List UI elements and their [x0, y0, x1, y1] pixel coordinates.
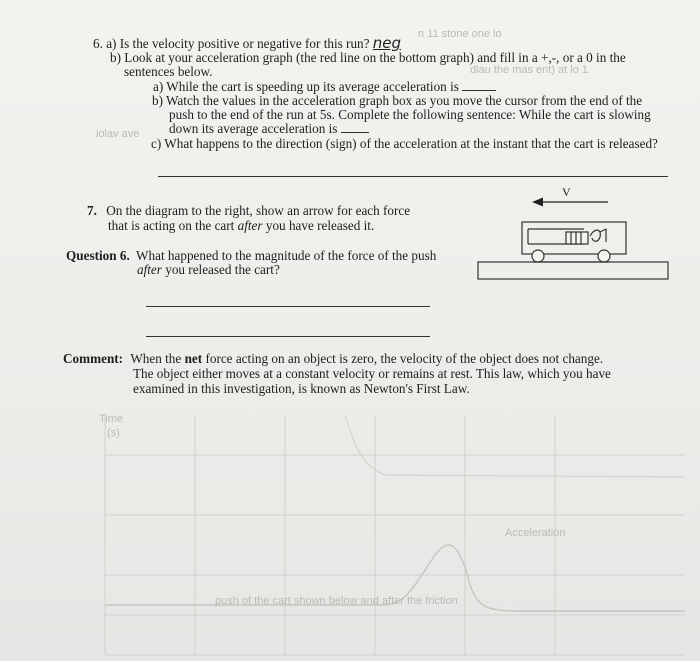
- q6-b-line1: b) Look at your acceleration graph (the red line on the bottom graph) and fill in a +,-, or a 0 in the: [110, 50, 626, 65]
- question6-line2-em: after: [137, 262, 162, 277]
- velocity-label: V: [562, 185, 571, 199]
- question6-text: What happened to the magnitude of the force of the push: [136, 248, 437, 263]
- q6-b-line2: sentences below.: [124, 64, 213, 79]
- q6-a-handwritten-answer: neg: [372, 34, 402, 52]
- q6-sub-a: [153, 79, 496, 94]
- q6-sub-b-line3-text: down its average acceleration is: [169, 121, 338, 136]
- track: [478, 262, 668, 279]
- question6-answer-line-1[interactable]: [146, 306, 430, 307]
- question6-line2: [137, 262, 280, 277]
- comment-line1: [63, 351, 603, 366]
- q6-sub-c: c) What happens to the direction (sign) of the acceleration at the instant that the cart is released?: [151, 136, 658, 151]
- q6-a-question: 6. a) Is the velocity positive or negative for this run?: [93, 36, 370, 51]
- question6-line2-post: you released the cart?: [161, 262, 280, 277]
- bleed-through-text: iolav ave: [96, 128, 140, 140]
- q6-sub-b-line2: push to the end of the run at 5s. Complete the following sentence: While the cart is slowing: [169, 107, 651, 122]
- q6-a-line: [93, 36, 401, 51]
- q7-line1-text: On the diagram to the right, show an arrow for each force: [106, 203, 411, 218]
- q7-line1: [87, 203, 410, 218]
- bleed-through-text: n 11 stone one lo: [418, 28, 502, 40]
- q6-sub-b-line1: b) Watch the values in the acceleration graph box as you move the cursor from the end of the: [152, 93, 643, 108]
- graph-ghost-label: Time: [99, 413, 124, 425]
- graph-ghost-label: Acceleration: [505, 527, 566, 539]
- cart: [522, 222, 626, 262]
- comment-line3: examined in this investigation, is known as Newton's First Law.: [133, 381, 470, 396]
- q7-number: 7.: [87, 203, 97, 218]
- bleed-through-text: dlau the mas ent) at lo 1: [470, 64, 589, 76]
- q6-sub-a-text: a) While the cart is speeding up its average acceleration is: [153, 79, 459, 94]
- bleed-through-graph-svg: [85, 405, 700, 661]
- question6-line1: [66, 248, 436, 263]
- comment-line1-pre: When the: [130, 351, 185, 366]
- q6-sub-a-blank[interactable]: [462, 79, 496, 91]
- question6-label: Question 6.: [66, 248, 130, 263]
- cart-diagram-svg: [476, 176, 672, 286]
- comment-line1-em: net: [184, 351, 203, 366]
- comment-line2: The object either moves at a constant velocity or remains at rest. This law, which you have: [133, 366, 611, 381]
- q7-line2-post: you have released it.: [262, 218, 375, 233]
- question6-answer-line-2[interactable]: [146, 336, 430, 337]
- comment-line1-post: force acting on an object is zero, the velocity of the object does not change.: [202, 351, 604, 366]
- comment-label: Comment:: [63, 351, 124, 366]
- graph-ghost-label: push of the cart shown below and after the friction: [215, 595, 458, 607]
- q6-sub-b-line3: [169, 121, 369, 136]
- bleed-through-graph: [85, 405, 700, 661]
- q7-line2-pre: that is acting on the cart: [108, 218, 238, 233]
- q6-sub-b-blank[interactable]: [341, 121, 369, 133]
- q7-line2: [108, 218, 374, 233]
- cart-diagram[interactable]: [476, 176, 672, 286]
- graph-ghost-label: (s): [107, 427, 120, 439]
- q7-line2-em: after: [237, 218, 263, 233]
